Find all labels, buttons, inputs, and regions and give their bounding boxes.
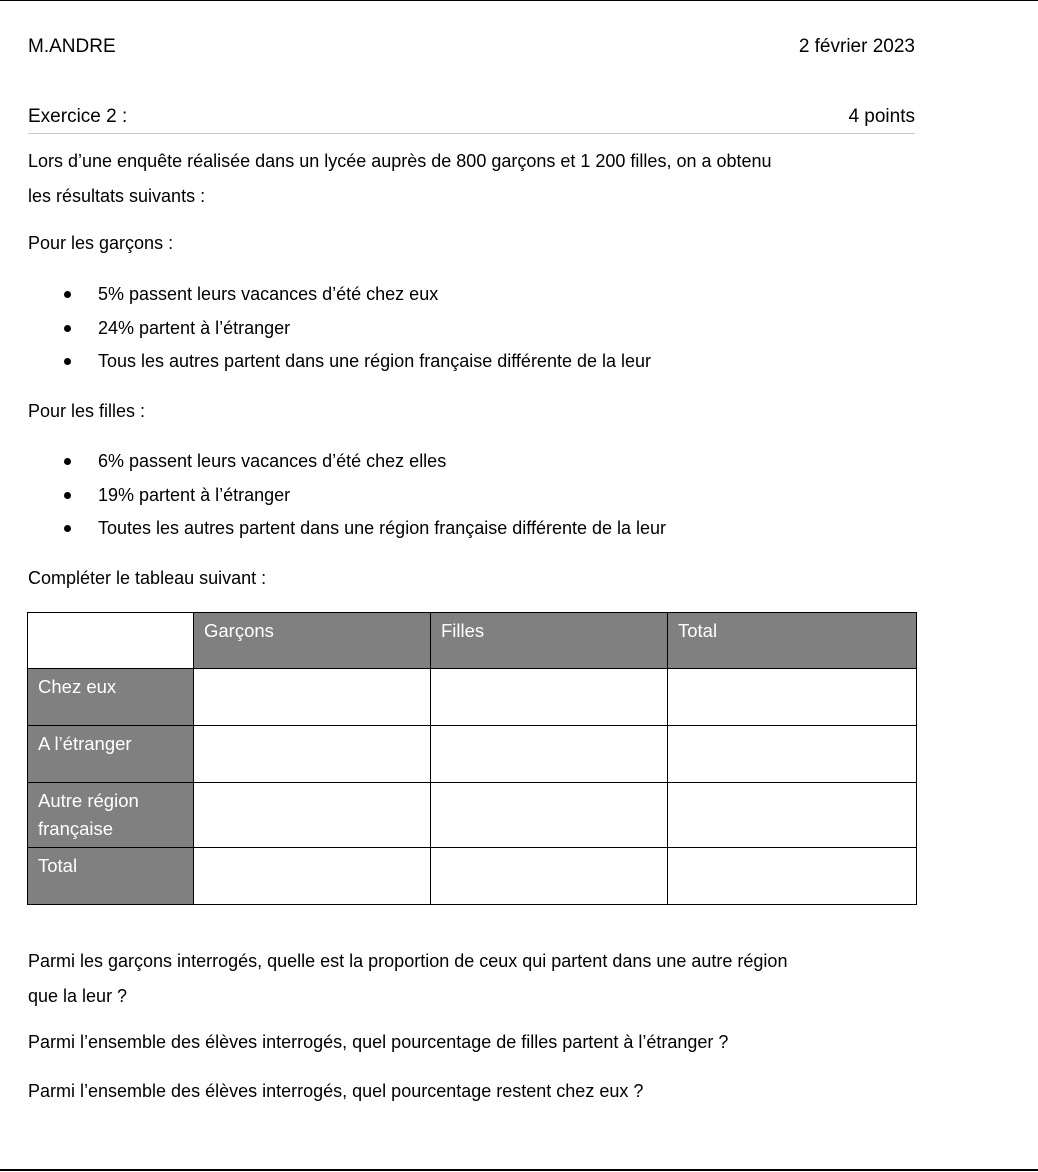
table-row [28,848,917,905]
intro-line-1: Lors d’une enquête réalisée dans un lycée auprès de 800 garçons et 1 200 filles, on a obtenu [28,151,772,171]
column-header-total: Total [668,613,917,669]
answer-cell[interactable] [194,848,431,905]
list-item: 6% passent leurs vacances d’été chez elles [28,445,666,479]
answer-cell[interactable] [431,783,668,848]
row-label-other-region: Autre région française [28,783,194,848]
boys-heading: Pour les garçons : [28,233,174,253]
answer-cell[interactable] [431,848,668,905]
question-1-line-2: que la leur ? [28,986,128,1006]
list-item: 24% partent à l’étranger [28,312,651,346]
list-item: Toutes les autres partent dans une région française différente de la leur [28,512,666,546]
question-2: Parmi l’ensemble des élèves interrogés, quel pourcentage de filles partent à l’étranger ? [28,1032,729,1052]
bullet-icon [64,291,71,298]
answer-cell[interactable] [668,848,917,905]
list-item: Tous les autres partent dans une région française différente de la leur [28,345,651,379]
answer-cell[interactable] [194,669,431,726]
table-row [28,669,917,726]
girls-heading: Pour les filles : [28,401,146,421]
answer-cell[interactable] [194,726,431,783]
bullet-icon [64,525,71,532]
answer-cell[interactable] [431,726,668,783]
results-table [27,612,917,905]
author-name: M.ANDRE [28,36,116,57]
list-item: 5% passent leurs vacances d’été chez eux [28,278,651,312]
answer-cell[interactable] [668,783,917,848]
table-header-row [28,613,917,669]
header-date: 2 février 2023 [798,36,915,57]
row-label-abroad: A l’étranger [28,726,194,783]
top-page-border [0,0,1038,1]
list-item: 19% partent à l’étranger [28,479,666,513]
exercise-points: 4 points [848,106,915,127]
row-label-home: Chez eux [28,669,194,726]
answer-cell[interactable] [668,669,917,726]
intro-line-2: les résultats suivants : [28,186,206,206]
table-instruction: Compléter le tableau suivant : [28,568,267,588]
table-row [28,726,917,783]
column-header-girls: Filles [431,613,668,669]
question-1-line-1: Parmi les garçons interrogés, quelle est la proportion de ceux qui partent dans une autre région [28,951,788,971]
table-row [28,783,917,848]
bullet-icon [64,458,71,465]
answer-cell[interactable] [431,669,668,726]
page-header [28,36,915,58]
bottom-page-border [0,1169,1038,1171]
table-corner-cell [28,613,194,669]
exercise-title: Exercice 2 : [28,106,128,127]
boys-list [28,278,651,379]
girls-list [28,445,666,546]
column-header-boys: Garçons [194,613,431,669]
answer-cell[interactable] [194,783,431,848]
bullet-icon [64,492,71,499]
bullet-icon [64,358,71,365]
exercise-heading [28,106,915,134]
answer-cell[interactable] [668,726,917,783]
question-3: Parmi l’ensemble des élèves interrogés, quel pourcentage restent chez eux ? [28,1081,644,1101]
row-label-total: Total [28,848,194,905]
bullet-icon [64,325,71,332]
